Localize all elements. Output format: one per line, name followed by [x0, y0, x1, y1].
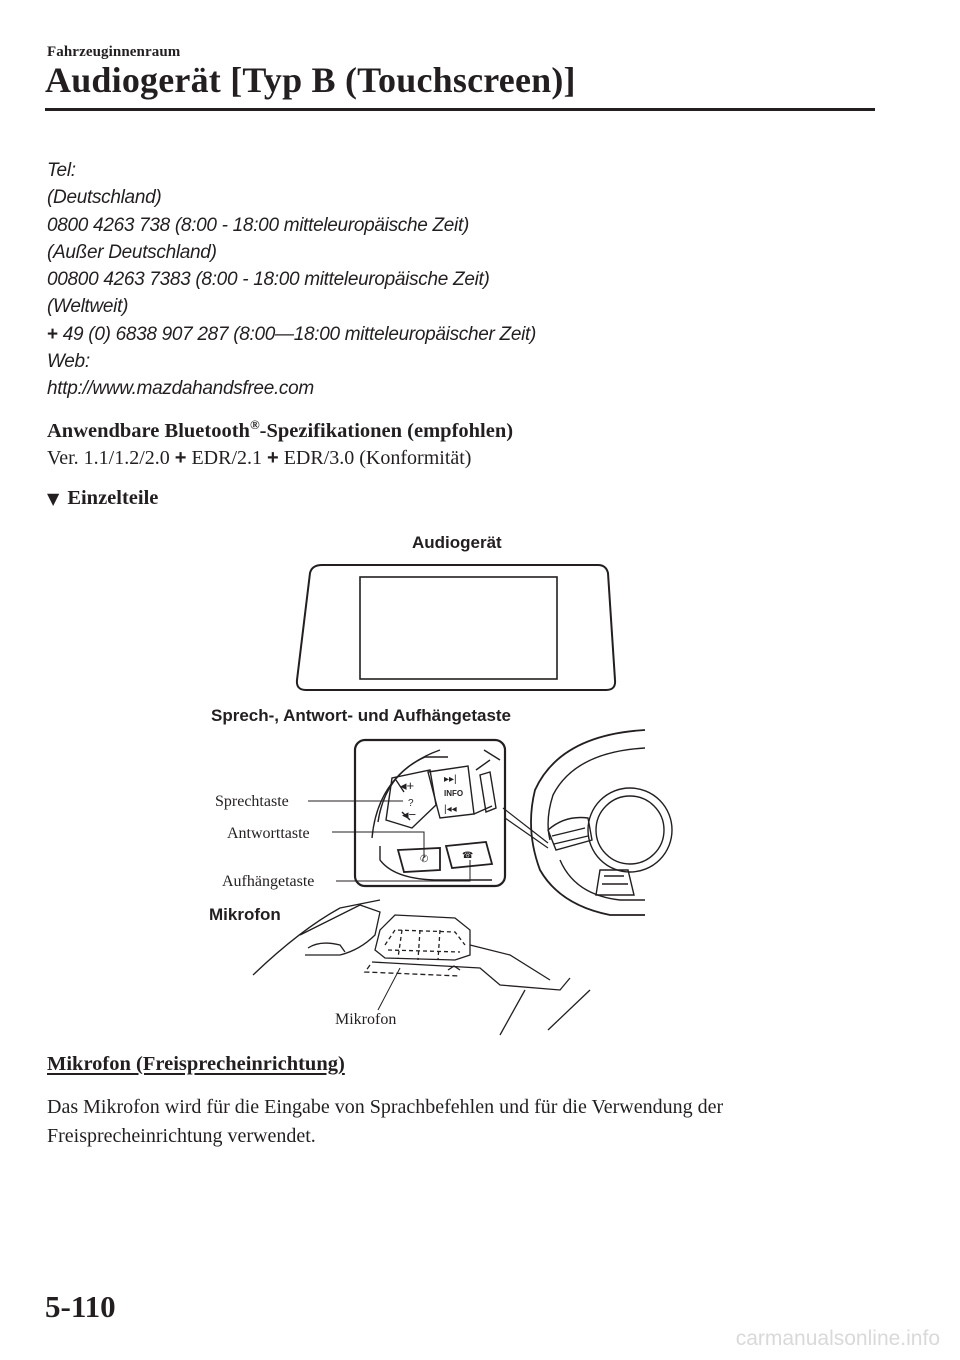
web-label: Web:: [47, 351, 90, 373]
steering-wheel-drawing: [531, 730, 672, 915]
parts-heading-text: Einzelteile: [67, 487, 159, 509]
triangle-marker-icon: ▼: [47, 489, 60, 508]
callout-answer-button: Antworttaste: [227, 825, 310, 842]
contact-block: [47, 157, 536, 403]
plus-sign: +: [174, 447, 187, 469]
svg-text:◂+: ◂+: [400, 778, 415, 793]
audio-unit-label: Audiogerät: [412, 533, 502, 552]
title-rule: [45, 108, 875, 111]
svg-text:☎: ☎: [462, 850, 474, 860]
page-title: Audiogerät [Typ B (Touchscreen)]: [45, 60, 576, 100]
worldwide-number: 49 (0) 6838 907 287 (8:00—18:00 mitteleuropäischer Zeit): [62, 323, 537, 345]
overhead-console-drawing: [253, 900, 590, 1035]
microphone-heading: Mikrofon (Freisprecheinrichtung): [47, 1053, 345, 1075]
worldwide-label: (Weltweit): [47, 296, 129, 318]
watermark: carmanualsonline.info: [735, 1327, 940, 1350]
spec-heading-part1: Anwendbare Bluetooth: [47, 419, 250, 442]
spec-versions: [47, 447, 471, 470]
spec-version-3: EDR/3.0 (Konformität): [278, 447, 472, 469]
zoom-connector-line: [503, 808, 548, 843]
svg-text:◂−: ◂−: [402, 807, 417, 822]
germany-number: 0800 4263 738 (8:00 - 18:00 mitteleuropäische Zeit): [47, 214, 469, 236]
microphone-description: Das Mikrofon wird für die Eingabe von Sprachbefehlen und für die Verwendung der Freisprecheinrichtung verwendet.: [47, 1096, 724, 1147]
mic-section-label: Mikrofon: [209, 905, 281, 924]
spec-heading-part2: -Spezifikationen (empfohlen): [259, 419, 514, 442]
info-key-label: INFO: [444, 789, 464, 798]
outside-label: (Außer Deutschland): [47, 241, 217, 263]
components-figure: [0, 520, 960, 1050]
spec-version-1: Ver. 1.1/1.2/2.0: [47, 447, 175, 469]
spec-heading: [47, 417, 513, 443]
registered-mark: ®: [249, 417, 260, 432]
outside-number: 00800 4263 7383 (8:00 - 18:00 mitteleuropäische Zeit): [47, 269, 490, 291]
plus-sign: +: [267, 447, 279, 469]
web-url: http://www.mazdahandsfree.com: [47, 378, 314, 400]
callout-talk-button: Sprechtaste: [215, 793, 289, 810]
parts-heading: [47, 487, 158, 510]
svg-text:▸▸|: ▸▸|: [444, 774, 457, 785]
svg-text:✆: ✆: [420, 854, 429, 865]
callout-hangup-button: Aufhängetaste: [222, 873, 315, 890]
page-number: 5-110: [45, 1289, 116, 1324]
spec-version-2: EDR/2.1: [186, 447, 268, 469]
section-label: Fahrzeuginnenraum: [47, 44, 181, 60]
callout-microphone: Mikrofon: [335, 1011, 397, 1028]
tel-label: Tel:: [47, 160, 76, 181]
svg-text:|◂◂: |◂◂: [444, 804, 457, 815]
steering-switch-zoom: [355, 740, 505, 886]
svg-text:?: ?: [408, 798, 414, 809]
audio-unit-drawing: [297, 565, 615, 690]
switch-glyphs: [400, 774, 473, 865]
steering-switch-label: Sprech-, Antwort- und Aufhängetaste: [211, 706, 512, 725]
plus-sign: +: [47, 323, 58, 345]
germany-label: (Deutschland): [47, 187, 162, 209]
worldwide-line: [47, 321, 536, 348]
